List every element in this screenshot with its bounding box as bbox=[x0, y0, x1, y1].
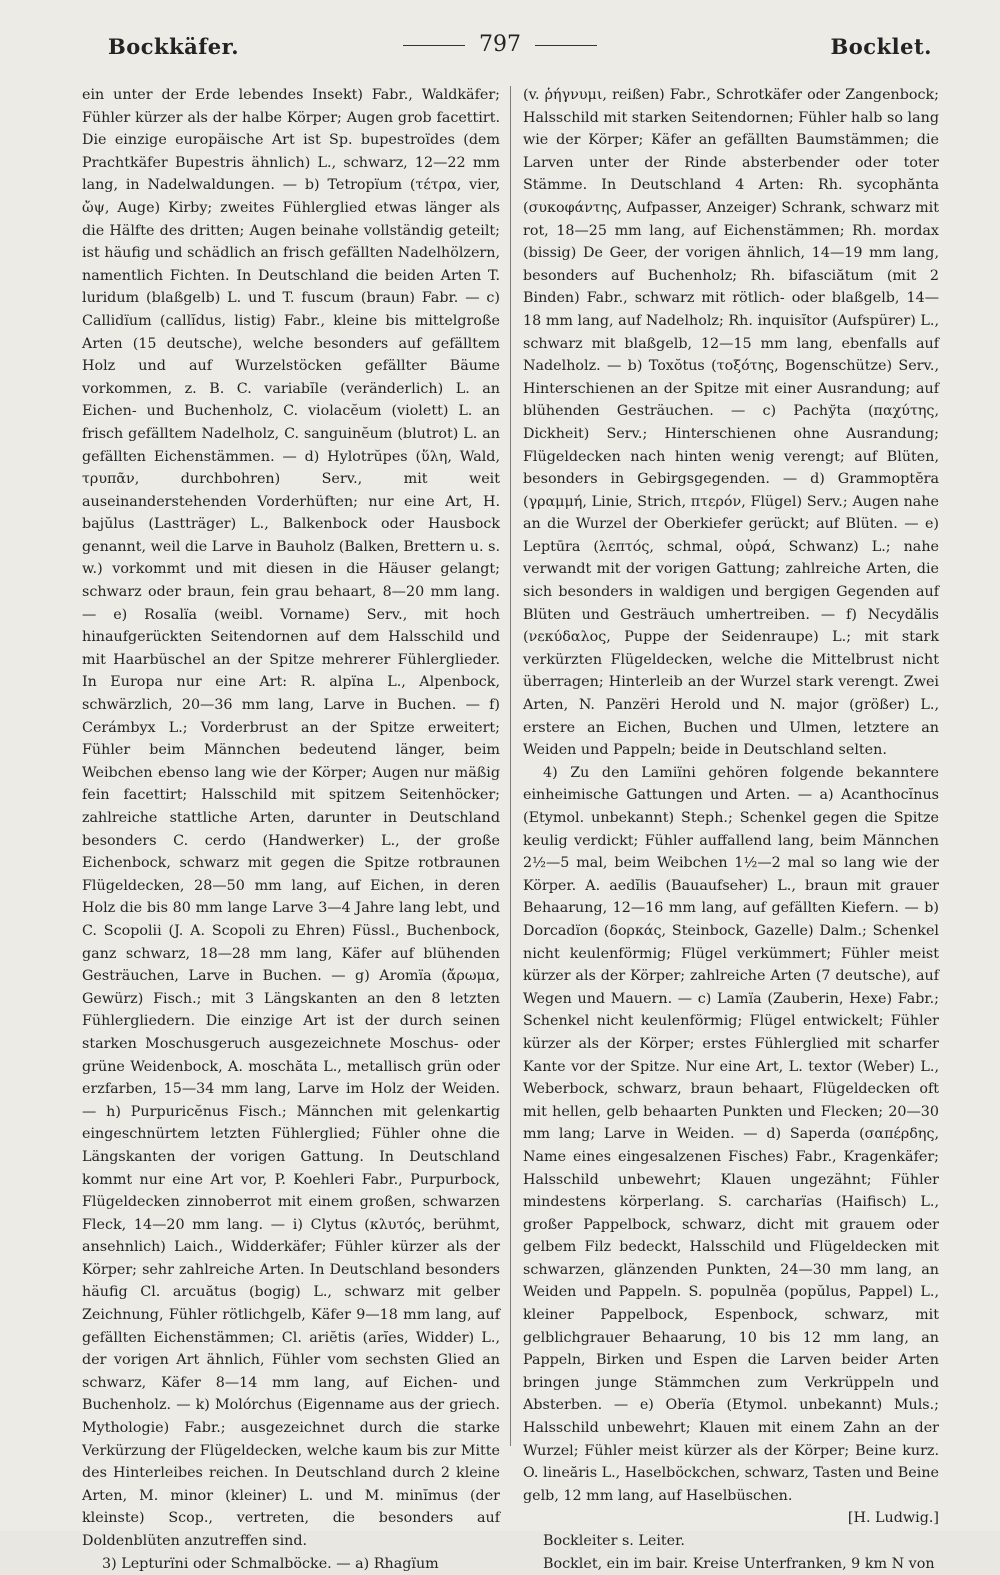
right-column bbox=[523, 84, 939, 1575]
left-column bbox=[82, 84, 500, 1575]
left-column-paragraph: ein unter der Erde lebendes Insekt) Fabr., Waldkäfer; Fühler kürzer als der halbe Körper; Augen grob facettirt. Die einzige europäische Art ist Sp. bupestroïdes (dem Prachtkäfer Bupestris ähnlich) L., schwarz, 12—22 mm lang, in Nadelwaldungen. — b) Tetropïum (τέτρα, vier, ὤψ, Auge) Kirby; zweites Fühlerglied etwas länger als die Hälfte des dritten; Augen beinahe vollständig geteilt; ist häufig und schädlich an frisch gefällten Nadelhölzern, namentlich Fichten. In Deutschland die beiden Arten T. luridum (blaßgelb) L. und T. fuscum (braun) Fabr. — c) Callidïum (callĭdus, listig) Fabr., kleine bis mittelgroße Arten (15 deutsche), welche besonders auf gefälltem Holz und auf Wurzelstöcken gefällter Bäume vorkommen, z. B. C. variabĭle (veränderlich) L. an Eichen- und Buchenholz, C. violacĕum (violett) L. an frisch gefälltem Nadelholz, C. sanguinĕum (blutrot) L. an gefällten Eichenstämmen. — d) Hylotrŭpes (ὕλη, Wald, τρυπᾶν, durchbohren) Serv., mit weit auseinanderstehenden Vorderhüften; nur eine Art, H. bajŭlus (Lastträger) L., Balkenbock oder Hausbock genannt, weil die Larve in Bauholz (Balken, Brettern u. s. w.) vorkommt und mit diesen in die Häuser gelangt; schwarz oder braun, fein grau behaart, 8—20 mm lang. — e) Rosalïa (weibl. Vorname) Serv., mit hoch hinaufgerückten Seitendornen auf dem Halsschild und mit Haarbüschel an der Spitze mehrerer Fühlerglieder. In Europa nur eine Art: R. alpïna L., Alpenbock, schwärzlich, 20—36 mm lang, Larve in Buchen. — f) Cerámbyx L.; Vorderbrust an der Spitze erweitert; Fühler beim Männchen bedeutend länger, beim Weibchen ebenso lang wie der Körper; Augen nur mäßig fein facettirt; Halsschild mit spitzem Seitenhöcker; zahlreiche stattliche Arten, darunter in Deutschland besonders C. cerdo (Handwerker) L., der große Eichenbock, schwarz mit gegen die Spitze rotbraunen Flügeldecken, 28—50 mm lang, auf Eichen, in deren Holz die bis 80 mm lange Larve 3—4 Jahre lang lebt, und C. Scopolii (J. A. Scopoli zu Ehren) Füssl., Buchenbock, ganz schwarz, 18—28 mm lang, Käfer auf blühenden Gesträuchen, Larve in Buchen. — g) Aromïa (ἄρωμα, Gewürz) Fisch.; mit 3 Längskanten an den 8 letzten Fühlergliedern. Die einzige Art ist der durch seinen starken Moschusgeruch ausgezeichnete Moschus- oder grüne Weidenbock, A. moschăta L., metallisch grün oder erzfarben, 15—34 mm lang, Larve im Holz der Weiden. — h) Purpuricĕnus Fisch.; Männchen mit gelenkartig eingeschnürtem letzten Fühlerglied; Fühler ohne die Längskanten der vorigen Gattung. In Deutschland kommt nur eine Art vor, P. Koehleri Fabr., Purpurbock, Flügeldecken zinnoberrot mit einem großen, schwarzen Fleck, 14—20 mm lang. — i) Clytus (κλυτός, berühmt, ansehnlich) Laich., Widderkäfer; Fühler kürzer als der Körper; sehr zahlreiche Arten. In Deutschland besonders häufig Cl. arcuătus (bogig) L., schwarz mit gelber Zeichnung, Fühler rötlichgelb, Käfer 9—18 mm lang, auf gefällten Eichenstämmen; Cl. ariĕtis (arĭes, Widder) L., der vorigen Art ähnlich, Fühler vom sechsten Glied an schwarz, Käfer 8—14 mm lang, auf Eichen- und Buchenholz. — k) Molórchus (Eigenname aus der griech. Mythologie) Fabr.; ausgezeichnet durch die starke Verkürzung der Flügeldecken, welche kaum bis zur Mitte des Hinterleibes reichen. In Deutschland durch 2 kleine Arten, M. minor (kleiner) L. und M. minĭmus (der kleinste) Scop., vertreten, die besonders auf Doldenblüten anzutreffen sind. bbox=[82, 87, 500, 1549]
right-column-paragraph: 4) Zu den Lamiïni gehören folgende bekanntere einheimische Gattungen und Arten. — a) Acanthocĭnus (Etymol. unbekannt) Steph.; Schenkel gegen die Spitze keulig verdickt; Fühler auffallend lang, beim Männchen 2½—5 mal, beim Weibchen 1½—2 mal so lang wie der Körper. A. aedĭlis (Bauaufseher) L., braun mit grauer Behaarung, 12—16 mm lang, auf gefällten Kiefern. — b) Dorcadïon (δορκάς, Steinbock, Gazelle) Dalm.; Schenkel nicht keulenförmig; Flügel verkümmert; Fühler meist kürzer als der Körper; zahlreiche Arten (7 deutsche), auf Wegen und Mauern. — c) Lamïa (Zauberin, Hexe) Fabr.; Schenkel nicht keulenförmig; Flügel entwickelt; Fühler kürzer als der Körper; erstes Fühlerglied mit scharfer Kante vor der Spitze. Nur eine Art, L. textor (Weber) L., Weberbock, schwarz, braun behaart, Flügeldecken oft mit hellen, gelb behaarten Punkten und Flecken; 20—30 mm lang; Larve in Weiden. — d) Saperda (σαπέρδης, Name eines eingesalzenen Fisches) Fabr., Kragenkäfer; Halsschild unbewehrt; Klauen ungezähnt; Fühler mindestens körperlang. S. carcharïas (Haifisch) L., großer Pappelbock, schwarz, dicht mit grauem oder gelbem Filz bedeckt, Halsschild und Flügeldecken mit schwarzen, glänzenden Punkten, 24—30 mm lang, an Weiden und Pappeln. S. populnĕa (popŭlus, Pappel) L., kleiner Pappelbock, Espenbock, schwarz, mit gelblichgrauer Behaarung, 10 bis 12 mm lang, an Pappeln, Birken und Espen die Larven beider Arten bringen junge Stämmchen zum Verkrüppeln und Absterben. — e) Oberïa (Etymol. unbekannt) Muls.; Halsschild unbewehrt; Klauen mit einem Zahn an der Wurzel; Fühler meist kürzer als der Körper; Beine kurz. O. lineăris L., Haselböckchen, schwarz, Tasten und Beine gelb, 12 mm lang, auf Haselbüschen. bbox=[523, 764, 939, 1504]
page-number: 797 bbox=[479, 32, 521, 57]
left-column-paragraph: 3) Lepturïni oder Schmalböcke. — a) Rhagïum bbox=[102, 1555, 439, 1572]
column-divider bbox=[510, 86, 511, 1446]
running-header bbox=[70, 28, 930, 68]
header-left-catchword: Bockkäfer. bbox=[108, 34, 240, 59]
entry-bocklet: Bocklet, ein im bair. Kreise Unterfranken, 9 km N von bbox=[543, 1555, 935, 1572]
header-right-catchword: Bocklet. bbox=[830, 34, 932, 59]
entry-bockleiter: Bockleiter s. Leiter. bbox=[543, 1533, 685, 1549]
right-column-paragraph: (v. ῥήγνυμι, reißen) Fabr., Schrotkäfer oder Zangenbock; Halsschild mit starken Seitendornen; Fühler halb so lang wie der Körper; Käfer an gefällten Baumstämmen; die Larven unter der Rinde absterbender oder toter Stämme. In Deutschland 4 Arten: Rh. sycophănta (συκοφάντης, Aufpasser, Anzeiger) Schrank, schwarz mit rot, 18—25 mm lang, auf Eichenstämmen; Rh. mordax (bissig) De Geer, der vorigen ähnlich, 14—19 mm lang, besonders auf Buchenholz; Rh. bifasciătum (mit 2 Binden) Fabr., schwarz mit rötlich- oder blaßgelb, 14—18 mm lang, auf Nadelholz; Rh. inquisĭtor (Aufspürer) L., schwarz mit blaßgelb, 12—15 mm lang, ebenfalls auf Nadelholz. — b) Toxŏtus (τοξότης, Bogenschütze) Serv., Hinterschienen an der Spitze mit einer Ausrandung; auf blühenden Gesträuchen. — c) Pachўta (παχύτης, Dickheit) Serv.; Hinterschienen ohne Ausrandung; Flügeldecken nach hinten wenig verengt; auf Blüten, besonders in Gebirgsgegenden. — d) Grammoptĕra (γραμμή, Linie, Strich, πτερόν, Flügel) Serv.; Augen nahe an die Wurzel der Oberkiefer gerückt; auf Blüten. — e) Leptūra (λεπτός, schmal, οὐρά, Schwanz) L.; nahe verwandt mit der vorigen Gattung; zahlreiche Arten, die sich besonders in waldigen und bergigen Gegenden auf Blüten und Gesträuch umhertreiben. — f) Necydălis (νεκύδαλος, Puppe der Seidenraupe) L.; mit stark verkürzten Flügeldecken, welche die Mittelbrust nicht überragen; Hinterleib an der Wurzel stark verengt. Zwei Arten, N. Panzëri Herold und N. major (größer) L., erstere an Eichen, Buchen und Ulmen, letztere an Weiden und Pappeln; beide in Deutschland selten. bbox=[523, 87, 939, 759]
page-number-line bbox=[70, 32, 930, 57]
page-number-dash-left bbox=[403, 45, 465, 46]
author-signature: [H. Ludwig.] bbox=[847, 1510, 939, 1527]
page-number-dash-right bbox=[535, 45, 597, 46]
